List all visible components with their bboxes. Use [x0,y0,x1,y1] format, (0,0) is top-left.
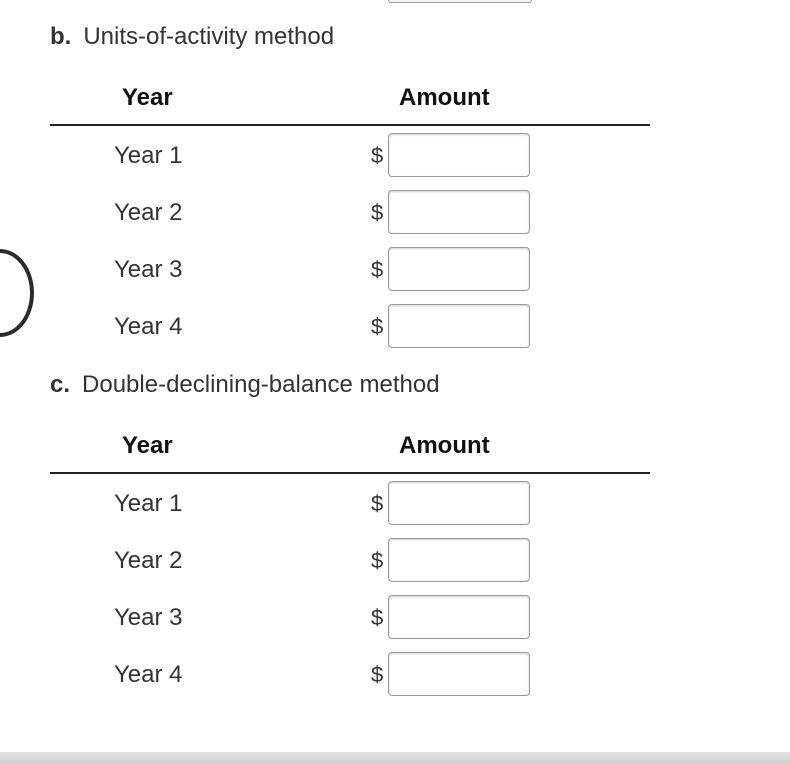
currency-symbol: $ [371,257,384,282]
amount-input-year-2[interactable] [388,538,530,582]
row-label: Year 2 [114,199,183,226]
amount-input-year-4[interactable] [388,652,530,696]
table-row [0,133,790,179]
currency-symbol: $ [371,200,384,225]
table-row [0,481,790,527]
section-letter: c. [50,371,71,398]
amount-input-year-4[interactable] [388,304,530,348]
currency-symbol: $ [371,491,384,516]
row-label: Year 4 [114,313,183,340]
partial-input-top-edge [388,0,532,3]
row-label: Year 3 [114,604,183,631]
section-title-text: Units-of-activity method [83,23,335,50]
amount-input-year-1[interactable] [388,133,530,177]
table-row [0,190,790,236]
table-row [0,595,790,641]
header-divider [50,472,650,474]
amount-input-year-2[interactable] [388,190,530,234]
currency-symbol: $ [371,143,384,168]
column-header-year: Year [122,432,173,459]
header-divider [50,124,650,126]
currency-symbol: $ [371,314,384,339]
row-label: Year 1 [114,490,183,517]
section-title [50,371,440,399]
table-row [0,247,790,293]
column-header-amount: Amount [399,432,490,459]
table-row [0,304,790,350]
row-label: Year 4 [114,661,183,688]
amount-input-year-3[interactable] [388,247,530,291]
amount-input-year-1[interactable] [388,481,530,525]
row-label: Year 1 [114,142,183,169]
section-title [50,23,334,51]
table-row [0,652,790,698]
bottom-scroll-edge [0,752,790,764]
section-letter: b. [50,23,72,50]
currency-symbol: $ [371,548,384,573]
amount-input-year-3[interactable] [388,595,530,639]
row-label: Year 2 [114,547,183,574]
section-title-text: Double-declining-balance method [82,371,440,398]
column-header-amount: Amount [399,84,490,111]
row-label: Year 3 [114,256,183,283]
column-header-year: Year [122,84,173,111]
currency-symbol: $ [371,662,384,687]
table-row [0,538,790,584]
currency-symbol: $ [371,605,384,630]
